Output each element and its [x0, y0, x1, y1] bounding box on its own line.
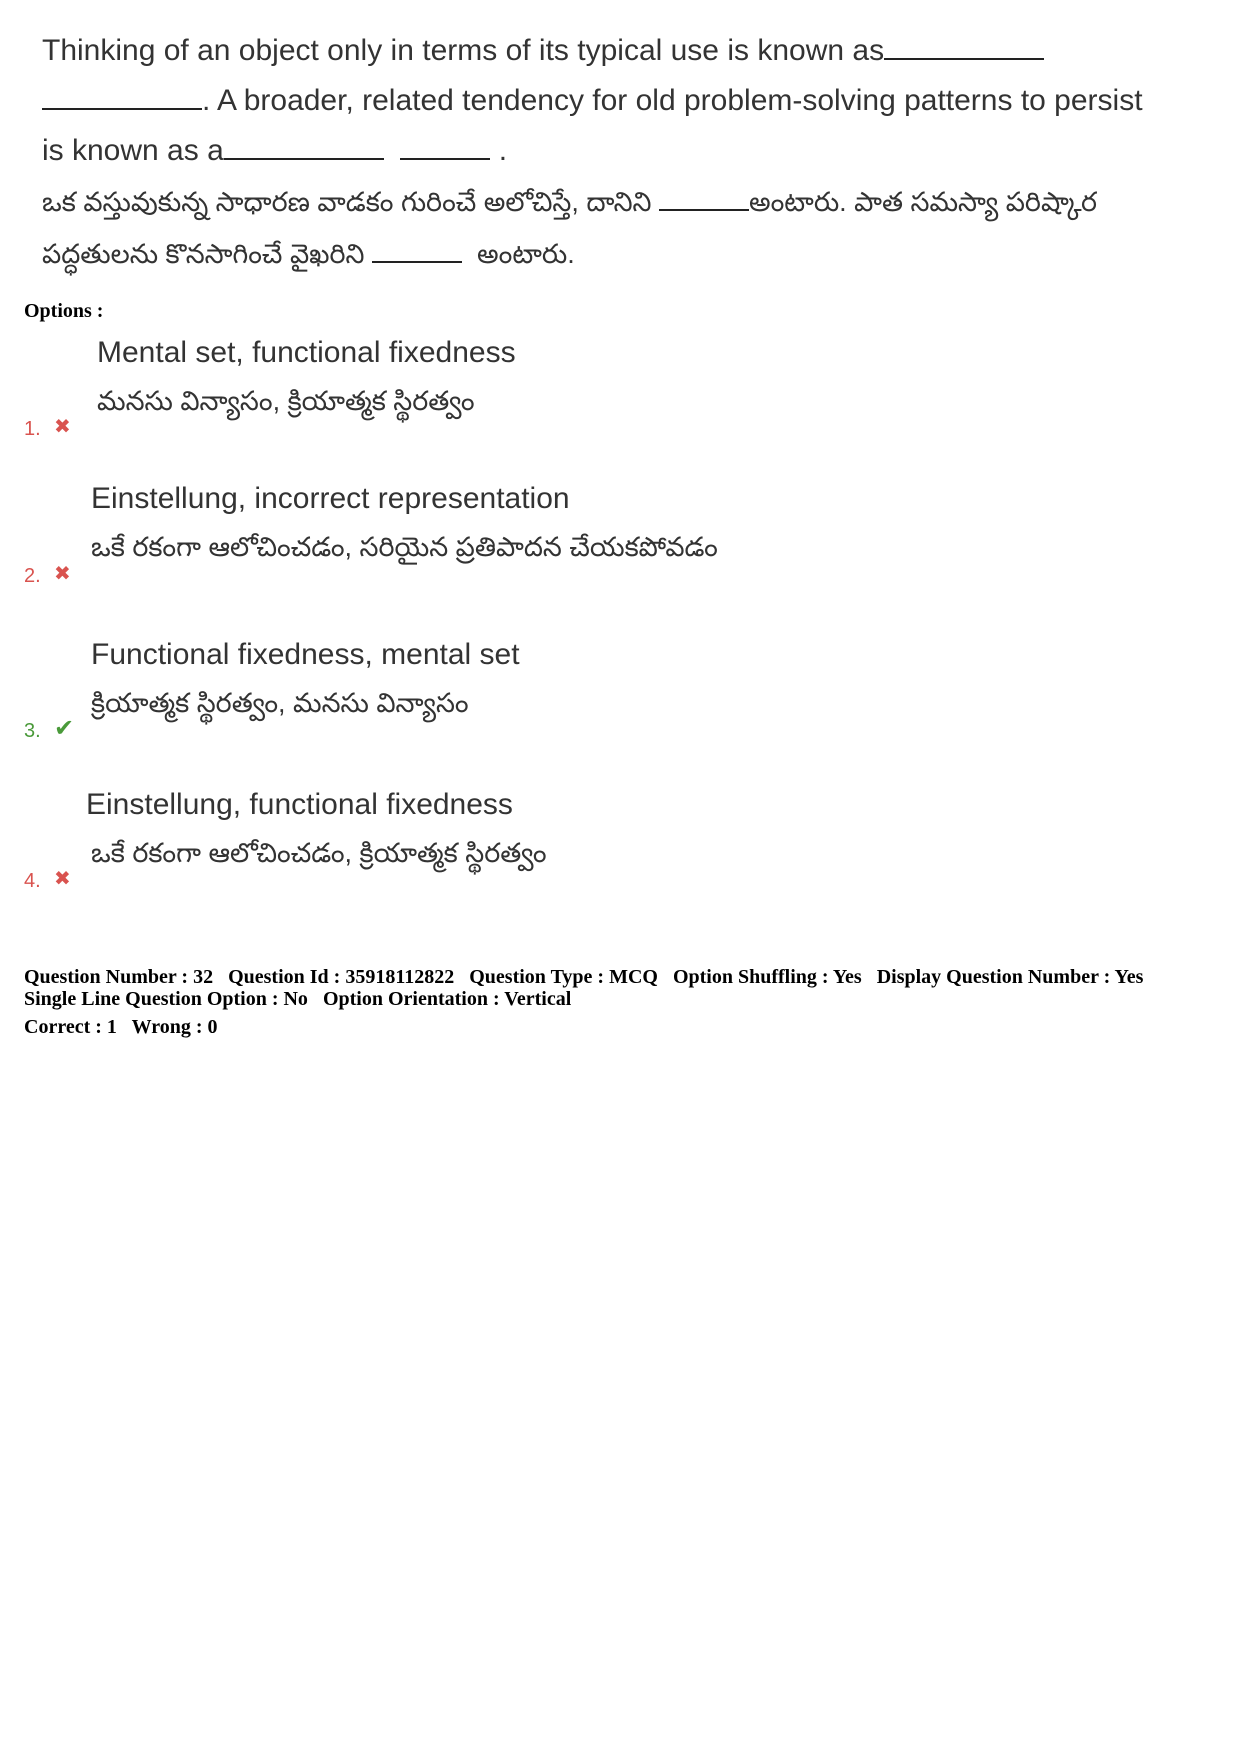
option-telugu: మనసు విన్యాసం, క్రియాత్మక స్థిరత్వం [97, 386, 475, 416]
option-number: 1. [24, 418, 41, 440]
question-metadata [24, 966, 1143, 1038]
option-english: Einstellung, functional fixedness [86, 788, 513, 821]
question-text-part: . A broader, related tendency for old problem-solving patterns to persist [202, 84, 1143, 117]
option-4 [24, 788, 924, 898]
option-telugu: ఒకే రకంగా ఆలోచించడం, క్రియాత్మక స్థిరత్వం [91, 838, 547, 868]
answer-blank [659, 187, 749, 211]
question-line-1 [42, 26, 1212, 76]
telugu-text-part: అంటారు. పాత సమస్యా పరిష్కార [749, 187, 1097, 217]
option-number: 3. [24, 720, 41, 742]
question-text [42, 26, 1212, 280]
answer-blank [42, 86, 202, 110]
telugu-text-part: ఒక వస్తువుకున్న సాధారణ వాడకం గురించే అలోచిస్తే, దానిని [42, 187, 652, 217]
display-question-number: Display Question Number : Yes [876, 966, 1144, 988]
wrong-marks: Wrong : 0 [131, 1016, 218, 1038]
question-text-part: Thinking of an object only in terms of its typical use is known as [42, 34, 885, 67]
single-line-option: Single Line Question Option : No [24, 988, 308, 1010]
question-telugu-line-1 [42, 176, 1212, 228]
option-telugu: క్రియాత్మక స్థిరత్వం, మనసు విన్యాసం [91, 688, 469, 718]
question-type: Question Type : MCQ [469, 966, 658, 988]
option-number: 4. [24, 870, 41, 892]
metadata-row-2 [24, 988, 1143, 1010]
metadata-row-3 [24, 1016, 1143, 1038]
question-text-part: . [498, 134, 508, 167]
metadata-row-1 [24, 966, 1143, 988]
option-orientation: Option Orientation : Vertical [322, 988, 572, 1010]
option-english: Mental set, functional fixedness [97, 336, 516, 369]
option-english: Einstellung, incorrect representation [91, 482, 570, 515]
telugu-text-part: పద్ధతులను కొనసాగించే వైఖరిని [42, 239, 365, 269]
option-2 [24, 482, 924, 592]
answer-blank [224, 136, 384, 160]
option-telugu: ఒకే రకంగా ఆలోచించడం, సరియైన ప్రతిపాదన చేయకపోవడం [91, 532, 718, 562]
options-label: Options : [24, 300, 104, 322]
option-shuffling: Option Shuffling : Yes [672, 966, 862, 988]
question-id: Question Id : 35918112822 [228, 966, 455, 988]
question-number: Question Number : 32 [24, 966, 214, 988]
question-line-2 [42, 76, 1212, 126]
cross-icon: ✖ [54, 868, 71, 890]
cross-icon: ✖ [54, 563, 71, 585]
option-1 [24, 336, 924, 446]
correct-marks: Correct : 1 [24, 1016, 117, 1038]
answer-blank [372, 239, 462, 263]
telugu-text-part: అంటారు. [477, 239, 575, 269]
question-telugu-line-2 [42, 228, 1212, 280]
option-english: Functional fixedness, mental set [91, 638, 520, 671]
option-number: 2. [24, 565, 41, 587]
question-line-3 [42, 126, 1212, 176]
question-text-part: is known as a [42, 134, 224, 167]
answer-blank [400, 136, 490, 160]
cross-icon: ✖ [54, 416, 71, 438]
option-3 [24, 638, 924, 748]
answer-blank [884, 36, 1044, 60]
check-icon: ✔ [54, 715, 75, 742]
